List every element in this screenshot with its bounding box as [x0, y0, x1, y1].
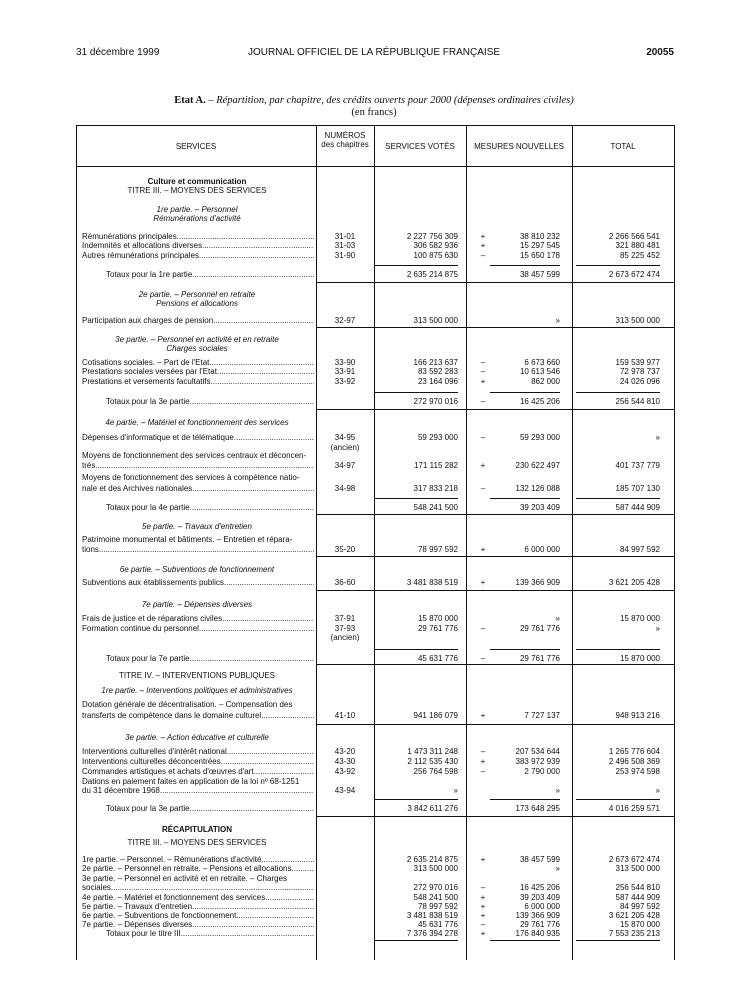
mesures-nouvelles-value: 39 203 409: [519, 503, 560, 512]
services-votes-value: 78 997 592: [417, 545, 458, 554]
sign: –: [480, 397, 486, 406]
services-votes-value: 1 473 311 248: [407, 747, 458, 756]
total-value: 185 707 130: [615, 484, 660, 493]
col-header-mesures: MESURES NOUVELLES: [474, 142, 564, 151]
table-row: [0, 461, 748, 471]
section-heading: [0, 522, 748, 532]
row-label: Prestations et versements facultatifs .....: [82, 377, 314, 386]
total-value: 321 880 481: [615, 241, 660, 250]
row-label: Moyens de fonctionnement des services à compétence natio-: [82, 473, 300, 482]
total-row: [0, 654, 748, 664]
mesures-nouvelles-value: 59 293 000: [519, 433, 560, 442]
total-value: 2 673 672 474: [608, 855, 660, 864]
section-title: 5e partie. – Travaux d'entretien: [142, 522, 252, 531]
row-label: Rémunérations principales .....: [82, 232, 314, 241]
subtotal-rule: [374, 940, 458, 941]
col-header-total: TOTAL: [610, 142, 636, 151]
section-heading: [0, 344, 748, 354]
subtotal-rule: [490, 940, 560, 941]
sign: –: [480, 484, 486, 493]
section-heading: [0, 186, 748, 196]
caption-text: – Répartition, par chapitre, des crédits ouverts pour 2000 (dépenses ordinaires civiles): [208, 95, 574, 106]
row-label: tions .....: [82, 545, 314, 554]
services-votes-value: »: [453, 786, 458, 795]
section-rule: [316, 556, 674, 557]
chapter-note-text: (ancien): [330, 633, 360, 642]
section-heading: [0, 451, 748, 461]
section-heading: [0, 418, 748, 428]
mesures-nouvelles-value: »: [555, 786, 560, 795]
section-heading: [0, 565, 748, 575]
subtotal-rule: [374, 392, 458, 393]
services-votes-value: 2 635 214 875: [406, 855, 458, 864]
mesures-nouvelles-value: 207 534 644: [515, 747, 560, 756]
mesures-nouvelles-value: 7 727 137: [524, 711, 560, 720]
total-value: 1 265 776 604: [608, 747, 660, 756]
section-title: 2e partie. – Personnel en retraite: [138, 290, 256, 299]
mesures-nouvelles-value: 16 425 206: [519, 397, 560, 406]
total-value: 2 496 508 369: [608, 757, 660, 766]
total-value: 3 621 205 428: [608, 578, 660, 587]
total-value: 24 026 096: [619, 377, 660, 386]
page-number: 20055: [646, 47, 674, 58]
table-row: [0, 545, 748, 555]
total-row: [0, 397, 748, 407]
table-row: [0, 377, 748, 387]
section-heading: [0, 686, 748, 696]
mesures-nouvelles-value: 173 648 295: [515, 804, 560, 813]
table-row: [0, 484, 748, 494]
row-label: sociales .....: [82, 883, 314, 892]
services-votes-value: 313 500 000: [413, 316, 458, 325]
sign: +: [480, 929, 486, 938]
row-label: 7e partie. – Dépenses diverses .....: [82, 920, 314, 929]
services-votes-value: 272 970 016: [413, 397, 458, 406]
row-label: Totaux pour la 3e partie .....: [106, 804, 314, 813]
mesures-nouvelles-value: 6 000 000: [524, 902, 560, 911]
caption-label: Etat A.: [174, 95, 206, 106]
row-label: Interventions culturelles d'intérêt national .....: [82, 747, 314, 756]
services-votes-value: 941 186 079: [413, 711, 458, 720]
total-value: 84 997 592: [619, 545, 660, 554]
section-rule: [316, 282, 674, 283]
section-rule: [316, 816, 674, 817]
services-votes-value: 306 582 936: [413, 241, 458, 250]
mesures-nouvelles-value: 10 613 546: [519, 367, 560, 376]
row-label: 3e partie. – Personnel en activité et en retraite. – Charges: [82, 874, 288, 883]
sign: –: [480, 433, 486, 442]
section-title: 3e partie. – Action éducative et culturelle: [125, 733, 269, 742]
chapter-number: 32-97: [334, 316, 356, 325]
section-heading: [0, 214, 748, 224]
subtotal-rule: [374, 265, 458, 266]
row-label: transferts de compétence dans le domaine culturel .....: [82, 711, 314, 720]
total-value: 7 553 235 213: [608, 929, 660, 938]
total-row: [0, 503, 748, 513]
row-label: Formation continue du personnel .....: [82, 624, 314, 633]
services-votes-value: 548 241 500: [413, 503, 458, 512]
mesures-nouvelles-value: 383 972 939: [515, 757, 560, 766]
table-row: [0, 251, 748, 261]
row-label: nale et des Archives nationales .....: [82, 484, 314, 493]
total-row: [0, 270, 748, 280]
row-label: Totaux pour la 7e partie .....: [106, 654, 314, 663]
sign: –: [480, 654, 486, 663]
sign: +: [480, 578, 486, 587]
section-title: 7e partie. – Dépenses diverses: [141, 600, 253, 609]
chapter-number: 31-01: [334, 232, 356, 241]
subtotal-rule: [374, 799, 458, 800]
section-rule: [316, 409, 674, 410]
mesures-nouvelles-value: 39 203 409: [519, 893, 560, 902]
services-votes-value: 3 842 611 276: [407, 804, 458, 813]
section-title: 4e partie. – Matériel et fonctionnement des services: [105, 418, 289, 427]
services-votes-value: 272 970 016: [413, 883, 458, 892]
total-value: 15 870 000: [619, 920, 660, 929]
total-value: 256 544 810: [615, 883, 660, 892]
table-row: [0, 433, 748, 443]
services-votes-value: 3 481 838 519: [406, 911, 458, 920]
total-value: 4 016 259 571: [608, 804, 660, 813]
chapter-number: 36-60: [334, 578, 356, 587]
total-value: »: [655, 624, 660, 633]
row-label: Frais de justice et de réparations civiles .....: [82, 614, 314, 623]
row-label: Dotation générale de décentralisation. – Compensation des: [82, 700, 293, 709]
total-value: 3 621 205 428: [608, 911, 660, 920]
services-votes-value: 2 635 214 875: [406, 270, 458, 279]
total-row: [0, 929, 748, 939]
subtotal-rule: [490, 498, 560, 499]
section-title: TITRE III. – MOYENS DES SERVICES: [127, 186, 267, 195]
section-heading: [0, 838, 748, 848]
section-heading: [0, 535, 748, 545]
section-rule: [316, 514, 674, 515]
col-header-services-votes: SERVICES VOTÉS: [385, 142, 455, 151]
mesures-nouvelles-value: 139 366 909: [515, 578, 560, 587]
chapter-number: 31-03: [334, 241, 356, 250]
total-value: 587 444 909: [615, 503, 660, 512]
row-label: Patrimoine monumental et bâtiments. – Entretien et répara-: [82, 535, 293, 544]
table-row: [0, 757, 748, 767]
row-label: Totaux pour le titre III .....: [106, 929, 314, 938]
total-value: »: [655, 433, 660, 442]
sign: –: [480, 747, 486, 756]
subtotal-rule: [374, 498, 458, 499]
total-row: [0, 804, 748, 814]
row-label: Totaux pour la 3e partie .....: [106, 397, 314, 406]
col-header-chapters: NUMÉROS des chapitres: [321, 131, 369, 149]
section-heading: [0, 671, 748, 681]
chapter-number: 43-92: [334, 767, 356, 776]
chapter-number: 37-93: [334, 624, 356, 633]
sign: +: [480, 545, 486, 554]
services-votes-value: 313 500 000: [413, 864, 458, 873]
col-header-services: SERVICES: [175, 142, 217, 151]
chapter-number: 37-91: [334, 614, 356, 623]
chapter-note-text: (ancien): [330, 443, 360, 452]
section-title: Pensions et allocations: [156, 299, 238, 308]
sign: +: [480, 902, 486, 911]
services-votes-value: 83 592 283: [417, 367, 458, 376]
services-votes-value: 45 631 776: [417, 920, 458, 929]
page-date: 31 décembre 1999: [76, 47, 160, 58]
sign: +: [480, 911, 486, 920]
section-heading: [0, 733, 748, 743]
row-label: Subventions aux établissements publics .....: [82, 578, 314, 587]
total-value: 159 539 977: [615, 358, 660, 367]
table-row: [0, 367, 748, 377]
sign: –: [480, 367, 486, 376]
chapter-number: 34-95: [334, 433, 356, 442]
sign: –: [480, 883, 486, 892]
table-row: [0, 864, 748, 874]
services-votes-value: 45 631 776: [417, 654, 458, 663]
row-label: Moyens de fonctionnement des services centraux et déconcen-: [82, 451, 307, 460]
mesures-nouvelles-value: »: [555, 614, 560, 623]
mesures-nouvelles-value: 15 650 178: [519, 251, 560, 260]
sign: +: [480, 893, 486, 902]
row-label: Interventions culturelles déconcentrées .....: [82, 757, 314, 766]
subtotal-rule: [576, 799, 660, 800]
services-votes-value: 166 213 637: [413, 358, 458, 367]
sign: +: [480, 855, 486, 864]
services-votes-value: 2 112 535 430: [407, 757, 458, 766]
chapter-number: 41-10: [334, 711, 356, 720]
section-title: RÉCAPITULATION: [161, 825, 233, 834]
chapter-number: 43-20: [334, 747, 356, 756]
table-row: [0, 747, 748, 757]
total-value: 313 500 000: [615, 316, 660, 325]
services-votes-value: 7 376 394 278: [406, 929, 458, 938]
table-row: [0, 614, 748, 624]
chapter-number: 33-90: [334, 358, 356, 367]
services-votes-value: 548 241 500: [413, 893, 458, 902]
chapter-number: 33-92: [334, 377, 356, 386]
sign: –: [480, 358, 486, 367]
section-title: 3e partie. – Personnel en activité et en retraite: [115, 335, 279, 344]
mesures-nouvelles-value: 132 126 088: [515, 484, 560, 493]
total-value: »: [655, 786, 660, 795]
section-heading: [0, 600, 748, 610]
total-value: 15 870 000: [619, 654, 660, 663]
section-rule: [316, 590, 674, 591]
total-value: 401 737 779: [615, 461, 660, 470]
mesures-nouvelles-value: 15 297 545: [519, 241, 560, 250]
row-label: Participation aux charges de pension .....: [82, 316, 314, 325]
table-row: [0, 767, 748, 777]
mesures-nouvelles-value: 6 000 000: [524, 545, 560, 554]
section-heading: [0, 825, 748, 835]
row-label: Dations en paiement faites en application de la loi nº 68-1251: [82, 777, 300, 786]
row-label: 4e partie. – Matériel et fonctionnement des services .....: [82, 893, 314, 902]
services-votes-value: 256 764 598: [413, 767, 458, 776]
section-rule: [316, 327, 674, 328]
mesures-nouvelles-value: 176 840 935: [515, 929, 560, 938]
sign: –: [480, 920, 486, 929]
row-label: Commandes artistiques et achats d'œuvres d'art .....: [82, 767, 314, 776]
subtotal-rule: [576, 498, 660, 499]
table-row: [0, 241, 748, 251]
mesures-nouvelles-value: 38 457 599: [519, 855, 560, 864]
total-value: 15 870 000: [619, 614, 660, 623]
section-title: Culture et communication: [147, 177, 247, 186]
mesures-nouvelles-value: 29 761 776: [519, 920, 560, 929]
chapter-note: [0, 633, 748, 643]
section-heading: [0, 700, 748, 710]
row-label: Dépenses d'informatique et de télématique .....: [82, 433, 314, 442]
section-title: Rémunérations d'activité: [153, 214, 241, 223]
section-title: TITRE III. – MOYENS DES SERVICES: [127, 838, 267, 847]
section-heading: [0, 299, 748, 309]
sign: –: [480, 251, 486, 260]
row-label: Prestations sociales versées par l'Etat .....: [82, 367, 314, 376]
subtotal-rule: [490, 799, 560, 800]
row-label: 5e partie. – Travaux d'entretien .....: [82, 902, 314, 911]
total-value: 313 500 000: [615, 864, 660, 873]
services-votes-value: 2 227 756 309: [406, 232, 458, 241]
mesures-nouvelles-value: 862 000: [531, 377, 560, 386]
table-header-rule: [76, 166, 674, 167]
mesures-nouvelles-value: 2 790 000: [524, 767, 560, 776]
section-heading: [0, 473, 748, 483]
total-value: 948 913 216: [615, 711, 660, 720]
chapter-number: 34-98: [334, 484, 356, 493]
caption-unit: (en francs): [351, 107, 397, 118]
row-label: 6e partie. – Subventions de fonctionnement .....: [82, 911, 314, 920]
sign: +: [480, 757, 486, 766]
sign: +: [480, 711, 486, 720]
chapter-number: 43-30: [334, 757, 356, 766]
row-label: 1re partie. – Personnel. – Rémunérations d'activité .....: [82, 855, 314, 864]
subtotal-rule: [576, 392, 660, 393]
total-value: 84 997 592: [619, 902, 660, 911]
total-value: 587 444 909: [615, 893, 660, 902]
row-label: Autres rémunérations principales .....: [82, 251, 314, 260]
chapter-number: 34-97: [334, 461, 356, 470]
services-votes-value: 23 164 096: [417, 377, 458, 386]
mesures-nouvelles-value: »: [555, 864, 560, 873]
table-row: [0, 786, 748, 796]
chapter-number: 43-94: [334, 786, 356, 795]
subtotal-rule: [576, 265, 660, 266]
subtotal-rule: [576, 649, 660, 650]
section-title: 1re partie. – Personnel: [156, 205, 238, 214]
subtotal-rule: [576, 940, 660, 941]
services-votes-value: 29 761 776: [417, 624, 458, 633]
total-value: 72 978 737: [619, 367, 660, 376]
total-value: 256 544 810: [615, 397, 660, 406]
services-votes-value: 3 481 838 519: [406, 578, 458, 587]
total-value: 85 225 452: [619, 251, 660, 260]
table-caption: [0, 95, 748, 119]
sign: +: [480, 232, 486, 241]
section-title: 6e partie. – Subventions de fonctionnement: [119, 565, 275, 574]
services-votes-value: 59 293 000: [417, 433, 458, 442]
mesures-nouvelles-value: 139 366 909: [515, 911, 560, 920]
row-label: trés .....: [82, 461, 314, 470]
services-votes-value: 100 875 630: [413, 251, 458, 260]
mesures-nouvelles-value: 230 622 497: [515, 461, 560, 470]
table-top-rule: [76, 125, 674, 126]
section-title: TITRE IV. – INTERVENTIONS PUBLIQUES: [118, 671, 276, 680]
section-title: Charges sociales: [166, 344, 228, 353]
mesures-nouvelles-value: 29 761 776: [519, 624, 560, 633]
mesures-nouvelles-value: 6 673 660: [524, 358, 560, 367]
section-rule: [316, 664, 674, 665]
row-label: Cotisations sociales. – Part de l'Etat .....: [82, 358, 314, 367]
sign: –: [480, 767, 486, 776]
total-value: 253 974 598: [615, 767, 660, 776]
mesures-nouvelles-value: 29 761 776: [519, 654, 560, 663]
sign: +: [480, 461, 486, 470]
sign: +: [480, 241, 486, 250]
chapter-number: 35-20: [334, 545, 356, 554]
mesures-nouvelles-value: »: [555, 316, 560, 325]
table-row: [0, 316, 748, 326]
section-title: 1re partie. – Interventions politiques et administratives: [101, 686, 293, 695]
subtotal-rule: [374, 649, 458, 650]
mesures-nouvelles-value: 38 457 599: [519, 270, 560, 279]
chapter-number: 33-91: [334, 367, 356, 376]
chapter-number: 31-90: [334, 251, 356, 260]
mesures-nouvelles-value: 16 425 206: [519, 883, 560, 892]
total-value: 2 673 672 474: [608, 270, 660, 279]
services-votes-value: 78 997 592: [417, 902, 458, 911]
sign: +: [480, 377, 486, 386]
journal-title: JOURNAL OFFICIEL DE LA RÉPUBLIQUE FRANÇAISE: [247, 47, 501, 58]
row-label: du 31 décembre 1968 .....: [82, 786, 314, 795]
subtotal-rule: [490, 392, 560, 393]
table-row: [0, 578, 748, 588]
row-label: Indemnités et allocations diverses .....: [82, 241, 314, 250]
section-rule: [316, 724, 674, 725]
services-votes-value: 171 115 282: [414, 461, 458, 470]
table-row: [0, 883, 748, 893]
table-row: [0, 711, 748, 721]
mesures-nouvelles-value: 38 810 232: [519, 232, 560, 241]
row-label: Totaux pour la 1re partie .....: [106, 270, 314, 279]
services-votes-value: 15 870 000: [417, 614, 458, 623]
row-label: 2e partie. – Personnel en retraite. – Pensions et allocations .....: [82, 864, 314, 873]
total-value: 2 266 566 541: [608, 232, 660, 241]
services-votes-value: 317 833 218: [413, 484, 458, 493]
sign: –: [480, 624, 486, 633]
subtotal-rule: [490, 649, 560, 650]
subtotal-rule: [490, 265, 560, 266]
row-label: Totaux pour la 4e partie .....: [106, 503, 314, 512]
